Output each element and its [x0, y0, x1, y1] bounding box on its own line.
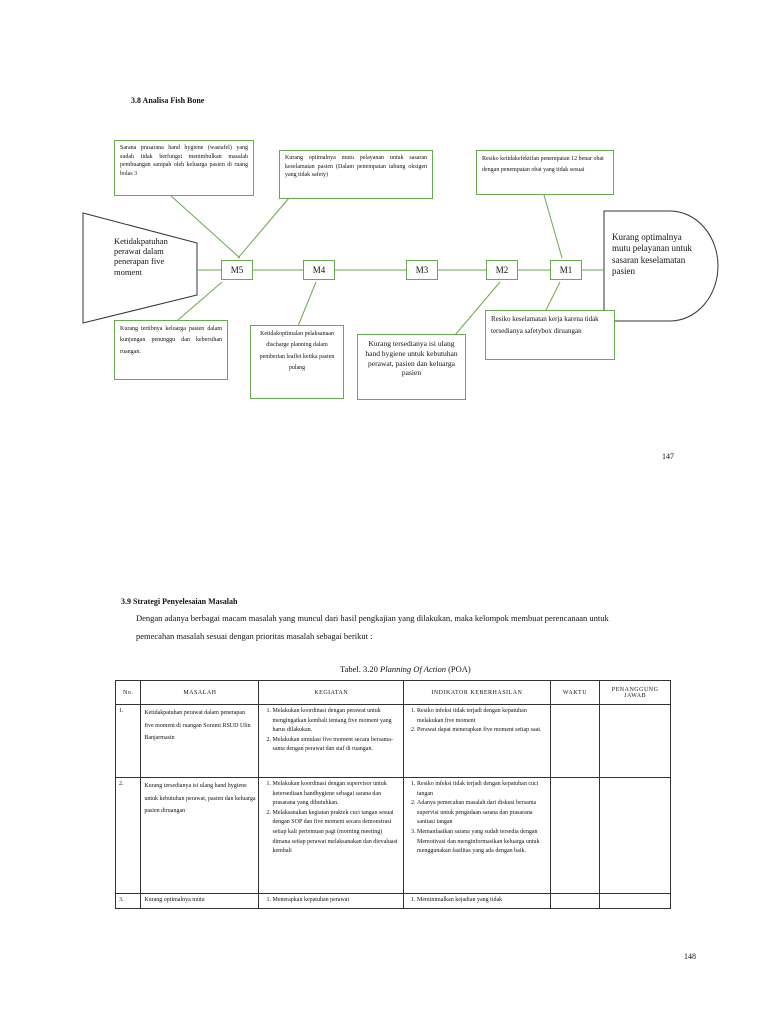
header-masalah: MASALAH — [141, 681, 259, 705]
fishbone-head-text: Kurang optimalnya mutu pelayanan untuk sasaran keselamatan pasien — [612, 232, 692, 276]
row1-kegiatan-item: 1. Melakukan koordinasi dengan perawat untuk mengingatkan kembali tentang five moment yang harus dilakukan. — [272, 707, 400, 736]
table-row — [116, 705, 671, 778]
strategy-paragraph-line1: Dengan adanya berbagai macam masalah yang muncul dari hasil pengkajian yang dilakukan, maka kelompok membuat perencanaan untuk — [136, 613, 609, 623]
row3-no: 3. — [116, 894, 141, 909]
rib-bottom-midleft — [298, 282, 316, 326]
row3-indikator-item: 1. Meminimalkan kejadian yang tidak — [417, 896, 547, 906]
spine-node-m4: M4 — [303, 260, 335, 280]
row1-kegiatan — [259, 705, 404, 778]
row2-penanggung-jawab — [600, 778, 671, 894]
rib-bottom-right — [546, 282, 560, 310]
row2-indikator-item: 1. Resiko infeksi tidak terjadi dengan kepatuhan cuci tangan — [417, 780, 547, 799]
row1-waktu — [550, 705, 600, 778]
spine-node-m1: M1 — [550, 260, 582, 280]
row2-kegiatan — [259, 778, 404, 894]
caption-suffix: (POA) — [445, 664, 471, 674]
row1-penanggung-jawab — [600, 705, 671, 778]
row1-no: 1. — [116, 705, 141, 778]
row3-masalah: Kurang optimalnya mutu — [141, 894, 259, 909]
table-row — [116, 894, 671, 909]
row2-waktu — [550, 778, 600, 894]
row2-indikator-item: 2. Adanya pemecahan masalah dari diskusi bersama supervisi untuk pengadaan sarana dan prasarana sanitasi tangan — [417, 799, 547, 828]
header-no: No. — [116, 681, 141, 705]
spine-node-m3: M3 — [406, 260, 438, 280]
page-number-147: 147 — [662, 452, 674, 461]
cause-box-top-left: Sarana prasarana hand hygiene (wastafel) yang sudah tidak berfungsi menimbulkan masalah pembuangan sampah oleh keluarga pasien di ruang bolas 3 — [114, 140, 254, 196]
row2-indikator — [404, 778, 551, 894]
row2-masalah: Kurang tersedianya isi ulang hand hygiene untuk kebutuhan perawat, pasien dan keluarga pasien diruangan — [141, 778, 259, 894]
strategy-paragraph-line2: pemecahan masalah sesuai dengan prioritas masalah sebagai berikut : — [136, 631, 373, 641]
header-kegiatan: KEGIATAN — [259, 681, 404, 705]
row1-indikator-item: 2. Perawat dapat menerapkan five moment setiap saat. — [417, 726, 547, 736]
cause-box-bottom-midleft: Ketidakoptimalan pelaksanaan discharge planning dalam pemberian leaflet ketika pasien pulang — [250, 325, 344, 399]
row3-kegiatan — [259, 894, 404, 909]
rib-top-middle — [238, 198, 289, 258]
table-row — [116, 778, 671, 894]
page-number-148: 148 — [684, 952, 696, 961]
row1-kegiatan-item: 2. Melakukan simulasi five moment secara bersama-sama dengan perawat dan staf di ruangan. — [272, 736, 400, 755]
header-waktu: WAKTU — [550, 681, 600, 705]
spine-node-m5: M5 — [221, 260, 253, 280]
header-penanggung-jawab: PENANGGUNG JAWAB — [600, 681, 671, 705]
row2-kegiatan-item: 1. Melakukan koordinasi dengan supervisor untuk ketersediaan handhygiene sebagai sarana dan prasarana yang dibutuhkan. — [272, 780, 400, 809]
fishbone-tail-text: Ketidakpatuhan perawat dalam penerapan five moment — [114, 236, 168, 277]
cause-box-bottom-midright: Kurang tersedianya isi ulang hand hygiene untuk kebutuhan perawat, pasien dan keluarga pasien — [357, 334, 466, 400]
row2-kegiatan-item: 2. Melaksanakan kegiatan praktek cuci tangan sesuai dengan SOP dan five moment secara demonstrasi setiap kali pertemuan pagi (morning meeting) dimana setiap perawat melaksanakan dan dievaluasi kembali — [272, 809, 400, 857]
poa-header-row — [116, 681, 671, 705]
caption-prefix: Tabel. 3.20 — [340, 664, 381, 674]
row3-indikator — [404, 894, 551, 909]
row3-waktu — [550, 894, 600, 909]
strategy-section-heading: 3.9 Strategi Penyelesaian Masalah — [121, 597, 238, 606]
row3-penanggung-jawab — [600, 894, 671, 909]
cause-box-bottom-right: Resiko keselamatan kerja karena tidak tersedianya safetybox diruangan — [485, 310, 615, 360]
cause-box-top-middle: Kurang optimalnya mutu pelayanan untuk sasaran keselamatan pasien (Dalam penempatan tabung oksigen yang tidak safety) — [279, 150, 433, 199]
rib-top-right — [544, 195, 562, 258]
row2-indikator-item: 3. Memanfaatkan sarana yang sudah tersedia dengan Memotivasi dan menginformasikan keluarga untuk menggunakan fasilitas yang ada dengan baik. — [417, 828, 547, 857]
row1-masalah: Ketidakpatuhan perawat dalam penerapan five moment di ruangan Sorumi RSUD Ulin Banjarmasin — [141, 705, 259, 778]
header-indikator: INDIKATOR KEBERHASILAN — [404, 681, 551, 705]
row1-indikator — [404, 705, 551, 778]
cause-box-bottom-left: Kurang tertibnya keluarga pasien dalam kunjungan penunggu dan kebersihan ruangan. — [114, 320, 228, 380]
row3-kegiatan-item: 1. Menerapkan kepatuhan perawat — [272, 896, 400, 906]
poa-table — [115, 680, 671, 909]
row1-indikator-item: 1. Resiko infeksi tidak terjadi dengan kepatuhan melakukan five moment — [417, 707, 547, 726]
fishbone-section-heading: 3.8 Analisa Fish Bone — [131, 96, 205, 105]
cause-box-top-right: Resiko ketidakefektifan penempatan 12 benar obat dengan penempatan obat yang tidak sesuai — [476, 150, 614, 195]
caption-italic: Planning Of Action — [380, 664, 446, 674]
spine-node-m2: M2 — [486, 260, 518, 280]
row2-no: 2. — [116, 778, 141, 894]
table-caption — [340, 664, 471, 674]
